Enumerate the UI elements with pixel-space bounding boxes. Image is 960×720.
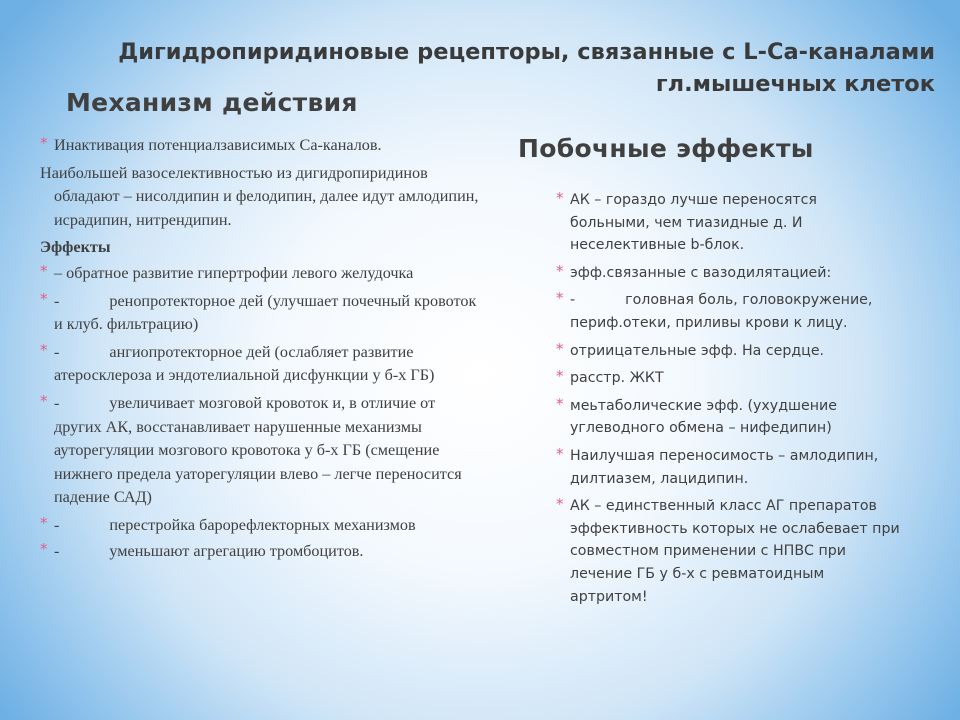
asterisk-bullet-icon: *	[40, 134, 48, 152]
side-effect-item	[556, 289, 901, 334]
side-effect-text: меьтаболические эфф. (ухудшение углеводного обмена – нифедипин)	[570, 397, 837, 437]
side-effect-text: отриицательные эфф. На сердце.	[570, 342, 825, 359]
side-effect-text: эфф.связанные с вазодилятацией:	[570, 264, 832, 281]
asterisk-bullet-icon: *	[40, 513, 48, 532]
asterisk-bullet-icon: *	[556, 444, 564, 463]
vasoselectivity-paragraph	[40, 162, 480, 233]
effect-text: уменьшают агрегацию тромбоцитов.	[109, 541, 364, 560]
side-effect-item	[556, 262, 901, 285]
asterisk-bullet-icon: *	[40, 340, 48, 359]
effect-text: ренопротекторное дей (улучшает почечный кровоток и клуб. фильтрацию)	[54, 291, 477, 334]
effect-text: ангиопротекторное дей (ослабляет развитие атеросклероза и эндотелиальной дисфункции у б-х ГБ)	[54, 342, 435, 385]
asterisk-bullet-icon: *	[556, 495, 564, 514]
mechanism-item	[40, 134, 480, 158]
asterisk-bullet-icon: *	[556, 394, 564, 413]
effect-text: – обратное развитие гипертрофии левого желудочка	[54, 263, 414, 282]
asterisk-bullet-icon: *	[40, 539, 48, 558]
side-effect-item	[556, 445, 901, 490]
effects-label: Эффекты	[40, 238, 111, 257]
effect-text: перестройка барорефлекторных механизмов	[109, 515, 416, 534]
effect-dash: -	[54, 291, 60, 310]
effect-item	[40, 392, 480, 510]
mechanism-column	[40, 134, 480, 565]
side-effect-text: головная боль, головокружение, периф.отеки, приливы крови к лицу.	[570, 292, 873, 331]
title-line-2: гл.мышечных клеток	[655, 71, 935, 97]
side-effect-text: Наилучшая переносимость – амлодипин, дилтиазем, лацидипин.	[570, 447, 879, 487]
side-effect-text: АК – единственный класс АГ препаратов эффективность которых не ослабевает при совместном применении с НПВС при лечение ГБ у б-х с ревматоидным артритом!	[570, 498, 900, 605]
paragraph-text: Наибольшей вазоселективностью из дигидропиридинов обладают – нисолдипин и фелодипин, далее идут амлодипин, исрадипин, нитрендипин.	[40, 163, 479, 229]
effect-dash: -	[54, 393, 60, 412]
side-effect-item	[556, 189, 901, 257]
asterisk-bullet-icon: *	[40, 391, 48, 410]
side-effect-dash: -	[570, 292, 576, 309]
asterisk-bullet-icon: *	[556, 289, 564, 308]
item-text: Инактивация потенциалзависимых Са-каналов.	[54, 136, 382, 154]
side-effect-text: расстр. ЖКТ	[570, 370, 664, 387]
effect-item	[40, 540, 480, 564]
effect-dash: -	[54, 342, 60, 361]
mechanism-heading: Механизм действия	[66, 88, 358, 117]
effect-item	[40, 341, 480, 388]
asterisk-bullet-icon: *	[40, 289, 48, 308]
effect-text: увеличивает мозговой кровоток и, в отличие от других АК, восстанавливает нарушенные механизмы ауторегуляции мозгового кровотока у б-х ГБ (смещение нижнего предела уатoрегуляции влево – легче переносится падение САД)	[54, 393, 462, 507]
side-effects-column	[556, 189, 901, 613]
asterisk-bullet-icon: *	[556, 367, 564, 386]
title-line-1: Дигидропиридиновые рецепторы, связанные с L-Ca-каналами	[118, 39, 935, 65]
asterisk-bullet-icon: *	[556, 339, 564, 358]
side-effect-item	[556, 340, 901, 363]
effect-dash: -	[54, 515, 60, 534]
side-effects-heading: Побочные эффекты	[518, 134, 814, 163]
side-effect-item	[556, 367, 901, 390]
effect-item	[40, 290, 480, 337]
effect-dash: -	[54, 541, 60, 560]
effect-item	[40, 262, 480, 286]
asterisk-bullet-icon: *	[556, 261, 564, 280]
side-effect-item	[556, 495, 901, 608]
asterisk-bullet-icon: *	[556, 189, 564, 207]
effect-item	[40, 514, 480, 538]
side-effect-item	[556, 395, 901, 440]
asterisk-bullet-icon: *	[40, 261, 48, 280]
side-effect-text: АК – гораздо лучше переносятся больными, чем тиазидные д. И неселективные b-блок.	[570, 192, 817, 254]
